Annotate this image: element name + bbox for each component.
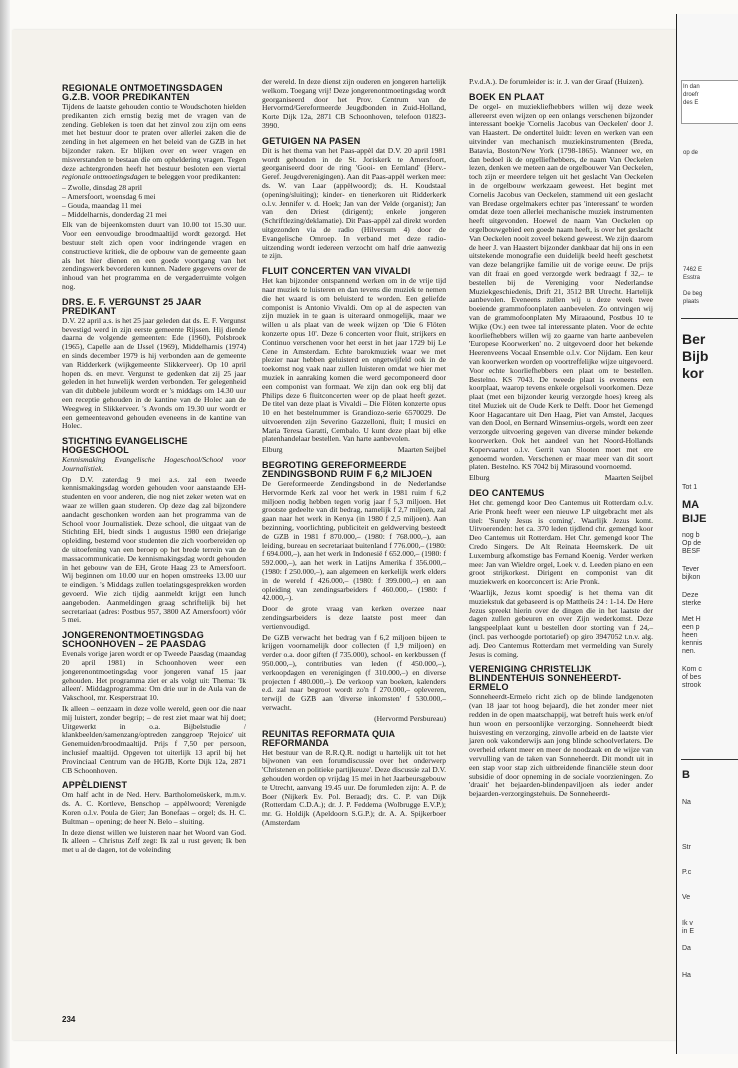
ad-subheadline: MA <box>682 499 700 511</box>
magazine-page <box>12 30 676 1040</box>
form-heading: B <box>682 769 690 781</box>
paragraph: De orgel- en muziekliefhebbers willen wij deze week allereerst even wijzen op een onlangs verschenen bijzonder interessant boekje 'Cornelis Jacobus van Oeckelen' door J. van Haastert. De ondertitel luidt: leven en werken van een uitvinder van mechanisch muziekinstrumenten (Breda, Batavia, Boston/New York (1798-1865). Wanneer we, en dan bedoel ik de orgelliefhebbers, de naam Van Oeckelen lezen, denken we meteen aan de orgelbouwer Van Oeckelen, toch zijn er meerdere telgen uit het geslacht Van Oeckelen in de orgelbouw werkzaam geweest. Het begint met Cornelis Jacobus van Oeckelen, stammend uit een geslacht van Bredase orgelmakers echter pas 'interessant' te worden omdat deze toen allerlei mechanische muziek instrumenten heeft uitgevonden. Hoewel de naam Van Oeckelen op orgelbouwgebied een goede naam heeft, is over het geslacht Van Oeckelen nooit zoveel bekend geweest. We zijn daarom de heer J. van Haastert bijzonder dankbaar dat hij ons in een uitstekende monografie een duidelijk beeld heeft geschetst van deze belangrijke familie uit de vorige eeuw. De prijs van dit fraai en goed verzorgde werk bedraagt f 32,– te bestellen bij de Vereniging voor Nederlandse Muziekgeschiedenis, Drift 21, 3512 BR Utrecht. Hartelijk aanbevolen. Eveneens zullen wij u deze week twee boeiende grammofoonplaten aanbevelen. Zo ontvingen wij van de grammofoonplaten My Miraaound, Postbus 10 te Wijke (Ov.) een twee tal interessante platen. Voor de echte koorliefhebbers willen wij zo gaarne van harte aanbevelen 'Europese Koorwerken' no. 2 uitgevoerd door het bekende Heerenveens Vocaal Ensemble o.l.v. Cor Nijdam. Een keur van koorwerken worden op voortreffelijke wijze uitgevoerd. Voor echte koorliefhebbers een plaat om te bestellen. Bestelno. KS 7043. De tweede plaat is eveneens een koorplaat, waarop tevens enkele orgelsoli voorkomen. Deze plaat (met een bijzonder keurig verzorgde hoes) kreeg als titel Muziek uit de Oude Kerk te Delft. Door het Gemengd Koor Hagacantare uit Den Haag, Piet van Amstel, Jacques van den Dool, en Bernard Winsemius-orgels, wordt een zeer verzorgde uitvoering gegeven van diverse minder bekende koorwerken. Ook het aandeel van het Noord-Hollands Kopervaartet o.l.v. Gerrit van Slooten moet met ere genoemd worden. Verschenen er maar meer van dit soort platen. Bestelno. KS 7042 bij Mirasound voornoemd. <box>469 101 653 472</box>
column-1 <box>62 78 246 857</box>
divider <box>681 318 738 319</box>
column-2 <box>262 78 446 830</box>
paragraph: In deze dienst willen we luisteren naar het Woord van God. Ik alleen – Christus Zelf zegt: Ik zal u rust geven; Ik ben met u al de dagen, tot de voleinding <box>62 827 246 855</box>
ad-text: sterke <box>682 600 702 607</box>
paragraph: De Gereformeerde Zendingsbond in de Nederlandse Hervormde Kerk zal voor het werk in 1981 ruim f 6,2 miljoen nodig hebben tegen vorig jaar f 5,3 miljoen. Het grootste gedeelte van dit bedrag, namelijk f 2,7 miljoen, zal gaan naar het werk in Kenya (in 1980 f 2,5 miljoen). Aan bezinning, voorlichting, publiciteit en geldwerving besteedt de GZB in 1981 f 870.000,– (1980: f 768.000,–), aan leiding, bureau en secretariaat buitenland f 776.000,– (1980: f 694.000,–), aan het werk in Indonesië f 652.000,– (1980: f 592.000,–), aan het werk in Latijns Amerika f 356.000,– (1980: f 250.000,–), aan algemeen en kerkelijk werk elders in de wereld f 426.000,– (1980: f 399.000,–) en aan opleiding van zendingsarbeiders f 460.000,– (1980: f 42.000,–). <box>262 479 446 603</box>
heading-deo-cantemus: DEO CANTEMUS <box>469 488 545 499</box>
date-list <box>62 184 246 219</box>
paragraph: Sonneheerdt-Ermelo richt zich op de blinde landgenoten (van 18 jaar tot hoog bejaard), die het zonder meer niet redden in de open maatschappij, wat betreft huis werk en/of hun woon en persoonlijke verzorging. Sonneheerdt biedt huisvesting en verzorging, zinvolle arbeid en de laatste vier jaren ook vakonderwijs aan jong blinde schoolverlaters. De overheid erkent meer en meer de noodzaak en de wijze van vervulling van de taken van Sonneheerdt. Dit mondt uit in een stap voor stap zich uitbreidende financiële steun door subsidie of door opneming in de sociale voorzieningen. Zo 'draait' het bejaarden-blindenpaviljoen als ieder ander bejaarden-verzorgingstehuis. De Sonneheerdt- <box>469 692 653 799</box>
form-field-label: Str <box>682 844 691 851</box>
list-item: – Amersfoort, woensdag 6 mei <box>62 193 246 202</box>
ad-text: Kom c <box>682 666 702 673</box>
notice-text: In dan <box>683 84 700 90</box>
heading-blindentehuis: VERENIGING CHRISTELIJK BLINDENTEHUIS SONNEHEERDT-ERMELO <box>469 664 622 693</box>
notice-text: droefr <box>683 92 699 98</box>
paragraph: Om half acht in de Ned. Herv. Bartholomeüskerk, m.m.v. ds. A. C. Kortleve, Benschop – appèlwoord; Verenigde Koren o.l.v. Poula de Gier; Jan Bonefaas – orgel; ds. H. C. Bultman – opening; de heer N. Belo – sluiting. <box>62 790 246 826</box>
form-field-label: Ik v <box>682 920 693 927</box>
ad-text: Met H <box>682 616 701 623</box>
column-3 <box>469 78 653 801</box>
heading-boek-en-plaat: BOEK EN PLAAT <box>469 91 545 102</box>
list-item: – Middelharnis, donderdag 21 mei <box>62 211 246 220</box>
paragraph: der wereld. In deze dienst zijn ouderen en jongeren hartelijk welkom. Toegang vrij! Deze jongerenontmoetingsdag wordt georganiseerd door het Prov. Centrum van de Hervormd/Gereformeerde Jeugdbonden in Zuid-Holland, Korte Dijk 12a, 2871 CB Schoonhoven, telefoon 01823-3990. <box>262 77 446 130</box>
paragraph: Het bestuur van de R.R.Q.R. nodigt u hartelijk uit tot het bijwonen van een forumdiscussie over het onderwerp 'Christenen en politieke partijkeuze'. Deze discussie zal D.V. gehouden worden op vrijdag 15 mei in het Jaarbeursgebouw te Utrecht, aanvang 19.45 uur. De forumleden zijn: A. P. de Boer (Nijkerk Ev. Pol. Beraad); drs. C. P. van Dijk (Rotterdam C.D.A.); dr. J. P. Feddema (Wolbrugge E.V.P.); mr. G. Holdijk (Apeldoorn S.G.P.); dr. A. A. Spijkerboer (Amsterdam <box>262 747 446 827</box>
paragraph: P.v.d.A.). De forumleider is: ir. J. van der Graaf (Huizen). <box>469 77 644 86</box>
paragraph: Dit is het thema van het Paas-appèl dat D.V. 20 april 1981 wordt gehouden in de St. Joriskerk te Amersfoort, georganiseerd door de ring 'Gooi- en Eemland' (Herv.-Geref. Jeugdverenigingen). Aan dit Paas-appèl werken mee: ds. W. van Laar (appèlwoord); ds. H. Koudstaal (opening/sluiting); kinder- en tienerkoren uit Ridderkerk o.l.v. Jennifer v. d. Hoek; Jan van der Velde (organist); Jan van den Driest (dirigent); enkele jongeren (Schriftlezing/deklamatie). Dit Paas-appèl zal direkt worden uitgezonden via de radio (Hilversum 4) door de Evangelische Omroep. In verband met deze radio-uitzending wordt iedereen verzocht om half drie aanwezig te zijn. <box>262 145 446 261</box>
form-field-label: P.c <box>682 869 692 876</box>
heading-begroting-gzb: BEGROTING GEREFORMEERDE ZENDINGSBOND RUIM F 6,2 MILJOEN <box>262 460 433 480</box>
ad-text: BESF <box>682 548 701 555</box>
signature-author: Maarten Seijbel <box>604 473 653 483</box>
form-field-label: Ha <box>682 972 691 979</box>
notice-text: Esstra <box>683 275 701 281</box>
ad-text: Deze <box>682 592 699 599</box>
subheading: Kennismaking Evangelische Hogeschool/School voor Journalistiek. <box>62 455 246 473</box>
ad-text: kennis <box>682 640 703 647</box>
divider <box>681 759 738 760</box>
ad-text: of bes <box>682 674 702 681</box>
notice-text: op de <box>683 150 699 156</box>
heading-fluit-concerten: FLUIT CONCERTEN VAN VIVALDI <box>262 266 411 277</box>
ad-text: bijkon <box>682 574 701 581</box>
notice-text: des E <box>683 100 699 106</box>
paragraph: Evenals vorige jaren wordt er op Tweede Paasdag (maandag 20 april 1981) in Schoonhoven weer een jongerenontmoetingsdag voor jongeren vanaf 15 jaar gehouden. Het programma ziet er als volgt uit: Thema: 'Ik alleen'. Middagprogramma: Om drie uur in de Aula van de Vakschool, mr. Kesperstraat 10. <box>62 649 246 703</box>
paragraph: Het chr. gemengd koor Deo Cantemus uit Rotterdam o.l.v. Arie Pronk heeft weer een nieuwe LP uitgebracht met als titel: 'Surely Jesus is coming'. Waarlijk Jezus komt. Uitvoerenden: het ca. 370 leden tijdlend chr. gemengd koor Deo Cantemus uit Rotterdam. Het Chr. gemengd koor The Credo Singers. De Alt Reinata Heemskerk. De uit Luxemburg afkomstige bas Fernand Koenig. Verder werken mee: Jan van Wieldre orgel, Loek v. d. Leeden piano en een groot strijkorkest. Dirigent en componist van dit muziekwerk en koorconcert is: Arie Pronk. <box>469 498 653 587</box>
form-field-label: Ve <box>682 894 691 901</box>
signature-author: Maarten Seijbel <box>397 445 446 455</box>
signature-place: Elburg <box>262 445 283 455</box>
ad-text: nen. <box>682 648 696 655</box>
paragraph: Het kan bijzonder ontspannend werken om in de vrije tijd naar muziek te luisteren en dan tevens die muziek te nemen die het waard is om beluisterd te worden. Een geliefde componist is Antonio Vivaldi. Om op al de aspecten van zijn muziek in te gaan is uiteraard onmogelijk, maar we willen u als plaat van de week wijzen op 'Die 6 Flöten konzerte opus 10'. Deze 6 concerten voor fluit, strijkers en Continuo verschenen voor het eerst in het jaar 1729 bij Le Cene in Amsterdam. Echte barokmuziek waar we met plezier naar hebben geluisterd en ongetwijfeld ook in de toekomst nog vaak naar zullen luisteren omdat we hier met muziek in aanraking komen die werd gecomponeerd door een componist van formaat. We zijn dan ook erg blij dat Philips deze 6 fluitconcerten weer op de plaat heeft gezet. De titel van deze plaat is Vivaldi – Die Flöten konzerte opus 10 en het bestelnummer is Grandiozo-serie 6570029. De uitvoerenden zijn Severino Gazzelloni, fluit; I musici en Maria Teresa Garatti, Cembalo. U kunt deze plaat bij elke platenhandelaar bestellen. Van harte aanbevolen. <box>262 276 446 444</box>
ad-text: Op de <box>682 540 702 547</box>
signature <box>262 715 446 724</box>
paragraph: Tijdens de laatste gehouden contio te Woudschoten hielden predikanten zich ernstig bezig met de vragen van de zending. Gebleken is toen dat het zinvol zou zijn om eens met het bestuur door te praten over allerlei zaken die de zending in het algemeen en het beleid van de GZB in het bijzonder raken. Er blijken over en weer vragen en misverstanden te bestaan die om opheldering vragen. Tegen deze achtergronden heeft het bestuur besloten een viertal regionale ontmoetingsdagen te beleggen voor predikanten: <box>62 102 246 182</box>
signature-place: Elburg <box>469 473 490 483</box>
form-field-label: Na <box>682 799 691 806</box>
paragraph: Op D.V. zaterdag 9 mei a.s. zal een tweede kennismakingsdag worden gehouden voor aanstaande EH-studenten en voor anderen, die nog niet zeker weten wat en waar ze willen gaan studeren. Op deze dag zal bijzondere aandacht geschonken worden aan het programma van de School voor Journalistiek. Deze school, die uitgaat van de Stichting EH, biedt sinds 1 augustus 1980 een driejarige opleiding, bestemd voor studenten die zich voorbereiden op de uitoefening van een beroep op het brede terrein van de massacommunicatie. De kennismakingsdag wordt gehouden in het gebouw van de EH, Grote Haag 23 te Amersfoort. Wij beginnen om 10.00 uur en hopen omstreeks 13.00 uur te eindigen. 's Middags zullen toelatingsgesprekken worden gevoerd. Wie zich tijdig aanmeldt krijgt een lunch aangeboden. Aanmeldingen graag schriftelijk bij het secretariaat (adres: Postbus 957, 3800 AZ Amersfoort) vóór 5 mei. <box>62 474 246 625</box>
heading-getuigen-na-pasen: GETUIGEN NA PASEN <box>262 135 361 146</box>
ad-text: heen <box>682 632 698 639</box>
ad-text: nog b <box>682 532 700 539</box>
form-field-label: Da <box>682 945 691 952</box>
signature <box>469 474 653 483</box>
adjacent-page-edge <box>676 14 738 1054</box>
paragraph: 'Waarlijk, Jezus komt spoedig' is het thema van dit muziekstuk dat gebaseerd is op Mattheüs 24 : 1-14. De Here Jezus spreekt hierin over de dingen die in het laatste der dagen zullen gebeuren en over Zijn wederkomst. Deze langspeelplaat kunt u bestellen door storting van f 24,– (incl. pas verhoogde portotarief) op giro 3947052 t.n.v. alg. adj. Deo Cantemus Rotterdam met vermelding van Surely Jesus is coming. <box>469 588 653 659</box>
paragraph: Elk van de bijeenkomsten duurt van 10.00 tot 15.30 uur. Voor een eenvoudige broodmaaltijd wordt gezorgd. Het bestuur stelt zich open voor indringende vragen en constructieve kritiek, die de opbouw van de gemeente gaan als het hier dienen en een goede voortgang van het zendingswerk bevorderen kunnen. Nadere gegevens over de inhoud van het programma en de vergaderruimte volgen nog. <box>62 220 246 291</box>
notice-text: 7462 E <box>683 267 703 273</box>
notice-text: De beg <box>683 291 703 297</box>
heading-regionale-ontmoetingsdagen: REGIONALE ONTMOETINGSDAGEN G.Z.B. VOOR PREDIKANTEN <box>62 83 223 102</box>
heading-evangelische-hogeschool: STICHTING EVANGELISCHE HOGESCHOOL <box>62 436 188 456</box>
ad-headline: Ber <box>682 331 706 347</box>
paragraph: Ik alleen – eenzaam in deze volle wereld, geen oor die naar mij luistert, zonder begrip; – de rest ziet maar wat hij doet; Uitgewerkt in o.a. Bijbelstudie / klankbeelden/samenzang/optreden zanggroep 'Rejoice' uit Genemuiden/broodmaaltijd. Prijs f 7,50 per persoon, inclusief maaltijd. Opgeven tot uiterlijk 13 april bij het Provinciaal Centrum van de HGJB, Korte Dijk 12a, 2871 CB Schoonhoven. <box>62 704 246 775</box>
paragraph: D.V. 22 april a.s. is het 25 jaar geleden dat ds. E. F. Vergunst bevestigd werd in zijn eerste gemeente Rijssen. Hij diende daarna de volgende gemeenten: Ede (1960), Polsbroek (1965), Capelle aan de IJssel (1969), Middelharnis (1974) en sinds december 1979 is hij verbonden aan de gemeente van Ridderkerk (wijkgemeente Slikkerveer). Op 10 april hopen ds. en mevr. Vergunst te gedenken dat zij 25 jaar geleden in het huwelijk werden verbonden. Ter gelegenheid van dit dubbele jubileum wordt er 's middags om 14.30 uur een receptie gehouden in de kantine van de Holec aan de Weegweg in Slikkerveer. 's Avonds om 19.30 uur wordt er een gemeenteavond gehouden eveneens in de kantine van Holec. <box>62 315 246 431</box>
book-binding-shadow <box>0 0 10 1068</box>
ad-headline: kor <box>682 365 704 381</box>
ad-text: Tever <box>682 566 700 573</box>
ad-text: een p <box>682 624 700 631</box>
ad-text: strook <box>682 682 702 689</box>
ad-text: Tot 1 <box>682 484 698 491</box>
list-item: – Gouda, maandag 11 mei <box>62 202 246 211</box>
ad-headline: Bijb <box>682 348 709 364</box>
heading-jongerenontmoetingsdag: JONGERENONTMOETINGSDAG SCHOONHOVEN – 2E PAASDAG <box>62 630 207 650</box>
heading-reunitas-reformata: REUNITAS REFORMATA QUIA REFORMANDA <box>262 728 395 748</box>
ad-subheadline: BIJE <box>682 513 707 525</box>
signature-source: (Hervormd Persbureau) <box>374 713 446 723</box>
signature <box>262 446 446 455</box>
heading-appeldienst: APPÈLDIENST <box>62 780 128 791</box>
paragraph: Door de grote vraag van kerken overzee naar zendingsarbeiders is deze laatste post meer dan vertienvoudigd. <box>262 604 446 631</box>
page-number: 234 <box>62 1015 76 1024</box>
list-item: – Zwolle, dinsdag 28 april <box>62 184 246 193</box>
notice-text: plaats <box>683 299 700 305</box>
heading-vergunst-jubileum: DRS. E. F. VERGUNST 25 JAAR PREDIKANT <box>62 296 202 316</box>
form-field-label: in E <box>682 928 695 935</box>
paragraph: De GZB verwacht het bedrag van f 6,2 miljoen bijeen te krijgen voornamelijk door collecten (f 1,9 miljoen) en verder o.a. door giften (f 735.000), school- en kerkbussen (f 950.000,–), contributies van leden (f 450.000,–), verkoopdagen en verenigingen (f 310.000,–) en diverse projecten f 480.000,–). De verkoop van boeken, kalenders e.d. zal naar begroot wordt zo'n f 270.000,– opleveren, terwijl de GZB aan 'diverse inkomsten' f 530.000,– verwacht. <box>262 632 446 712</box>
